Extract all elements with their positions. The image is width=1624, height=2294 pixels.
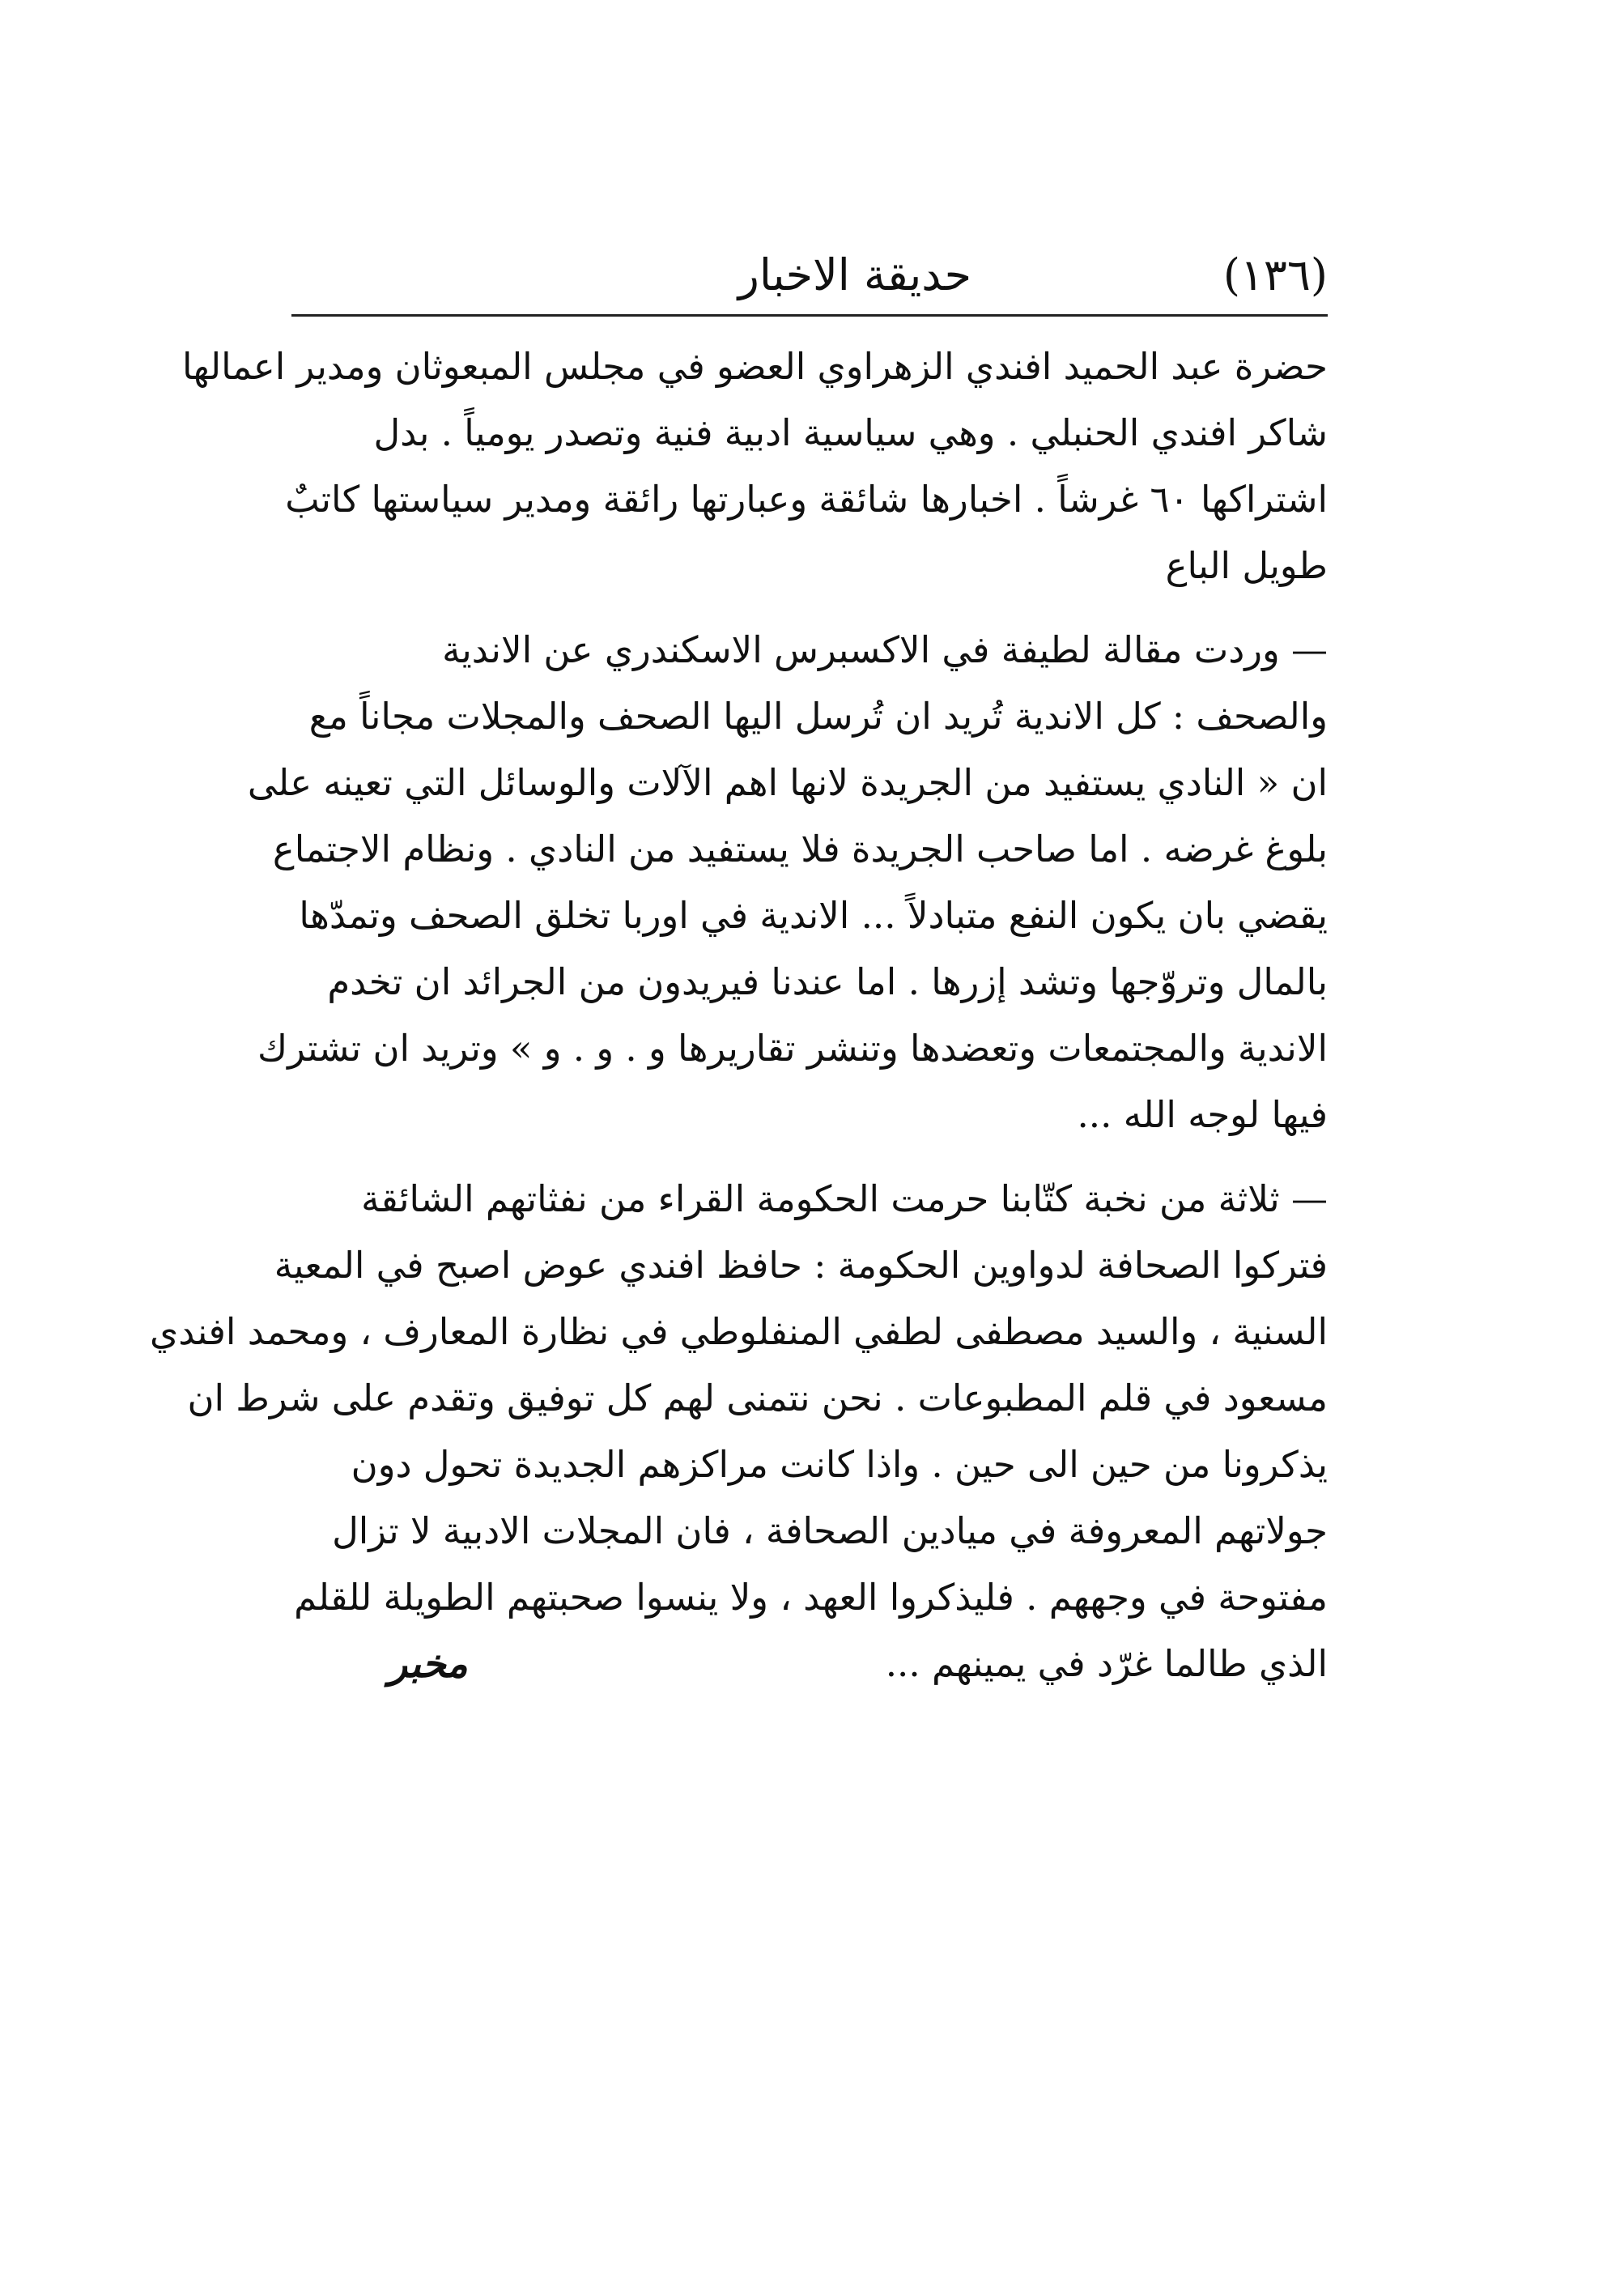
text-line: اشتراكها ٦٠ غرشاً . اخبارها شائقة وعبارتها رائقة ومدير سياستها كاتبٌ bbox=[285, 478, 1328, 521]
paragraph-gap bbox=[291, 599, 1328, 617]
text-line: يذكرونا من حين الى حين . واذا كانت مراكزهم الجديدة تحول دون bbox=[351, 1443, 1328, 1486]
text-line: بلوغ غرضه . اما صاحب الجريدة فلا يستفيد من النادي . ونظام الاجتماع bbox=[272, 828, 1328, 870]
page-header bbox=[291, 243, 1328, 308]
header-divider bbox=[291, 314, 1328, 317]
text-line: جولاتهم المعروفة في ميادين الصحافة ، فان المجلات الادبية لا تزال bbox=[332, 1509, 1328, 1552]
text-line: فيها لوجه الله ... bbox=[1077, 1093, 1328, 1136]
text-line: ان « النادي يستفيد من الجريدة لانها اهم الآلات والوسائل التي تعينه على bbox=[247, 761, 1328, 804]
text-line: مسعود في قلم المطبوعات . نحن نتمنى لهم كل توفيق وتقدم على شرط ان bbox=[187, 1377, 1328, 1419]
text-line: السنية ، والسيد مصطفى لطفي المنفلوطي في نظارة المعارف ، ومحمد افندي bbox=[149, 1310, 1328, 1353]
page-number: (١٣٦) bbox=[1222, 249, 1328, 300]
text-line: فتركوا الصحافة لدواوين الحكومة : حافظ افندي عوض اصبح في المعية bbox=[274, 1244, 1328, 1287]
text-line: طويل الباع bbox=[1165, 544, 1328, 587]
text-line: مفتوحة في وجههم . فليذكروا العهد ، ولا ينسوا صحبتهم الطويلة للقلم bbox=[294, 1576, 1328, 1619]
article-body bbox=[149, 334, 1328, 1697]
running-title: حديقة الاخبار bbox=[738, 249, 971, 300]
signature: مخبر bbox=[389, 1641, 468, 1687]
text-line: الذي طالما غرّد في يمينهم ... bbox=[885, 1642, 1328, 1685]
text-line: — وردت مقالة لطيفة في الاكسبرس الاسكندري عن الاندية bbox=[442, 628, 1328, 671]
text-line: بالمال وتروّجها وتشد إزرها . اما عندنا فيريدون من الجرائد ان تخدم bbox=[327, 960, 1328, 1003]
text-line: — ثلاثة من نخبة كتّابنا حرمت الحكومة القراء من نفثاتهم الشائقة bbox=[361, 1177, 1328, 1220]
text-line: حضرة عبد الحميد افندي الزهراوي العضو في مجلس المبعوثان ومدير اعمالها bbox=[181, 345, 1328, 388]
text-line: شاكر افندي الحنبلي . وهي سياسية ادبية فنية وتصدر يومياً . بدل bbox=[373, 411, 1328, 454]
final-line bbox=[291, 1631, 1328, 1697]
text-line: الاندية والمجتمعات وتعضدها وتنشر تقاريرها و . و . و » وتريد ان تشترك bbox=[257, 1027, 1328, 1070]
text-line: والصحف : كل الاندية تُريد ان تُرسل اليها الصحف والمجلات مجاناً مع bbox=[308, 695, 1328, 738]
paragraph-gap bbox=[291, 1148, 1328, 1166]
text-line: يقضي بان يكون النفع متبادلاً ... الاندية في اوربا تخلق الصحف وتمدّها bbox=[299, 894, 1328, 937]
